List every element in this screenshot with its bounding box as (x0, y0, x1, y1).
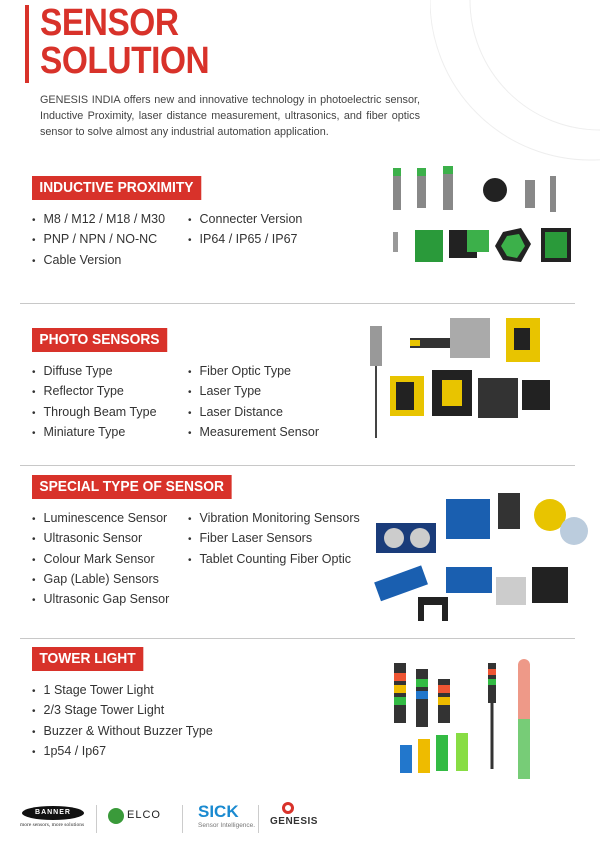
section-label: INDUCTIVE PROXIMITY (32, 176, 201, 200)
intro-text: GENESIS INDIA offers new and innovative technology in photoelectric sensor, Inductive Proximity, laser distance measurement, ultrasonics, and fiber optics sensor to solve almost any industrial automation application. (40, 94, 420, 138)
list-item: • Luminescence Sensor (32, 509, 169, 529)
list-item: • 2/3 Stage Tower Light (32, 701, 213, 721)
title-accent-bar (25, 5, 29, 83)
divider (182, 805, 183, 833)
special-sensors-image (372, 493, 592, 623)
feature-list (32, 210, 165, 271)
list-item: • Tablet Counting Fiber Optic (188, 550, 360, 570)
feature-list (32, 681, 213, 762)
list-item: • Ultrasonic Gap Sensor (32, 590, 169, 610)
feature-list (188, 362, 319, 443)
divider (20, 638, 575, 639)
list-item: • 1p54 / Ip67 (32, 742, 213, 762)
list-item: • Through Beam Type (32, 403, 157, 423)
feature-list (188, 210, 302, 251)
list-item: • PNP / NPN / NO-NC (32, 230, 165, 250)
list-item: • Vibration Monitoring Sensors (188, 509, 360, 529)
list-item: • Fiber Laser Sensors (188, 529, 360, 549)
elco-logo: ELCO (127, 809, 161, 821)
genesis-logo: GENESIS (270, 816, 318, 827)
list-item: • Miniature Type (32, 423, 157, 443)
divider (258, 805, 259, 833)
section-label: TOWER LIGHT (32, 647, 143, 671)
list-item: • Reflector Type (32, 382, 157, 402)
divider (96, 805, 97, 833)
partner-logos (0, 800, 350, 836)
list-item: • Ultrasonic Sensor (32, 529, 169, 549)
banner-tagline: more sensors, more solutions (20, 822, 85, 828)
list-item: • Diffuse Type (32, 362, 157, 382)
inductive-sensors-image (385, 162, 585, 272)
list-item: • Laser Distance (188, 403, 319, 423)
list-item: • Measurement Sensor (188, 423, 319, 443)
feature-list (32, 362, 157, 443)
elco-logo-icon (108, 808, 124, 824)
banner-logo: BANNER (22, 806, 84, 820)
list-item: • Colour Mark Sensor (32, 550, 169, 570)
divider (20, 303, 575, 304)
genesis-logo-icon (282, 802, 294, 814)
list-item: • Connecter Version (188, 210, 302, 230)
feature-list (32, 509, 169, 610)
list-item: • Gap (Lable) Sensors (32, 570, 169, 590)
list-item: • Laser Type (188, 382, 319, 402)
decor-arcs (430, 0, 600, 170)
list-item: • Buzzer & Without Buzzer Type (32, 722, 213, 742)
divider (20, 465, 575, 466)
list-item: • 1 Stage Tower Light (32, 681, 213, 701)
section-label: PHOTO SENSORS (32, 328, 167, 352)
sick-logo: SICK (198, 802, 239, 821)
feature-list (188, 509, 360, 570)
tower-lights-image (390, 659, 570, 789)
list-item: • M8 / M12 / M18 / M30 (32, 210, 165, 230)
list-item: • IP64 / IP65 / IP67 (188, 230, 302, 250)
list-item: • Fiber Optic Type (188, 362, 319, 382)
section-label: SPECIAL TYPE OF SENSOR (32, 475, 231, 499)
sick-tagline: Sensor Intelligence. (198, 822, 256, 829)
photo-sensors-image (370, 318, 570, 443)
list-item: • Cable Version (32, 251, 165, 271)
page-title: SENSOR SOLUTION (40, 2, 210, 82)
